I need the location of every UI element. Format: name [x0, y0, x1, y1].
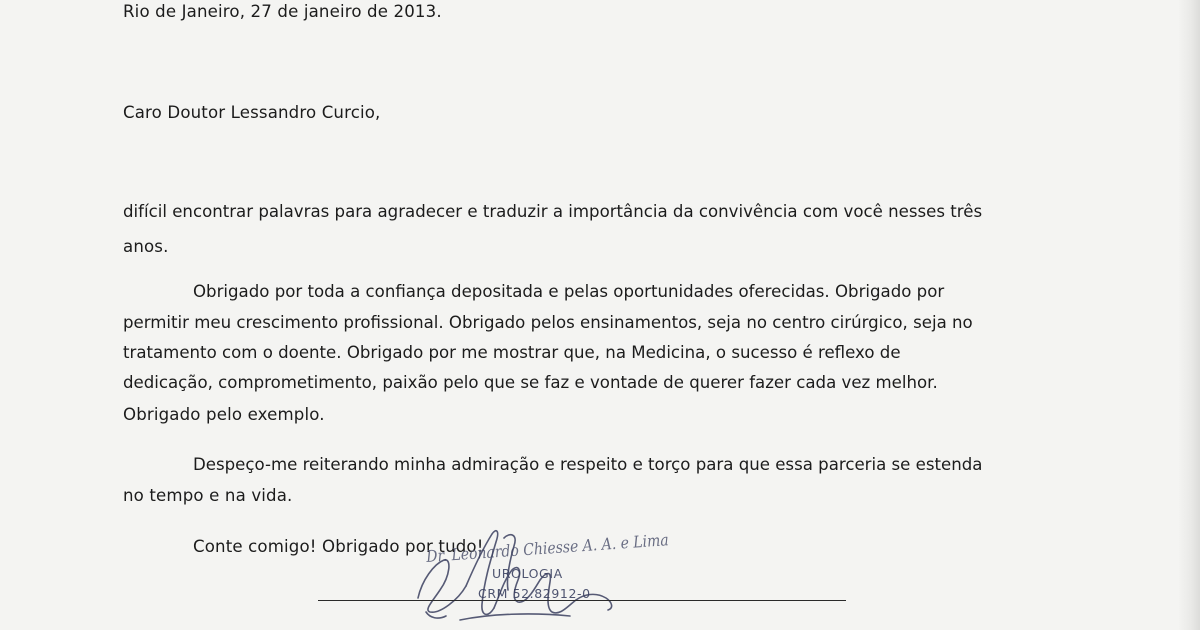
stamp-registry: CRM 52.82912-0 — [478, 586, 591, 601]
date-line: Rio de Janeiro, 27 de janeiro de 2013. — [123, 2, 442, 21]
paragraph-3-line-1: Despeço-me reiterando minha admiração e respeito e torço para que essa parceria se estenda — [193, 455, 983, 474]
handwritten-signature — [400, 520, 630, 630]
closing-line: Conte comigo! Obrigado por tudo! — [193, 537, 484, 556]
stamp-doctor-name: Dr. Leonardo Chiesse A. A. e Lima — [425, 531, 670, 567]
paragraph-3-line-2: no tempo e na vida. — [123, 486, 293, 505]
scanned-page-edge — [1178, 0, 1200, 630]
paragraph-1-line-1: difícil encontrar palavras para agradecer e traduzir a importância da convivência com você nesses três — [123, 202, 983, 221]
paragraph-2-line-5: Obrigado pelo exemplo. — [123, 405, 325, 424]
paragraph-2-line-4: dedicação, comprometimento, paixão pelo que se faz e vontade de querer fazer cada vez melhor. — [123, 373, 938, 392]
paragraph-1-line-2: anos. — [123, 237, 169, 256]
paragraph-2-line-1: Obrigado por toda a confiança depositada e pelas oportunidades oferecidas. Obrigado por — [193, 282, 945, 301]
salutation: Caro Doutor Lessandro Curcio, — [123, 103, 381, 122]
signature-line — [318, 600, 846, 601]
stamp-specialty: UROLOGIA — [492, 566, 563, 581]
paragraph-2-line-2: permitir meu crescimento profissional. Obrigado pelos ensinamentos, seja no centro cirúrgico, seja no — [123, 313, 973, 332]
paragraph-2-line-3: tratamento com o doente. Obrigado por me mostrar que, na Medicina, o sucesso é reflexo de — [123, 343, 901, 362]
